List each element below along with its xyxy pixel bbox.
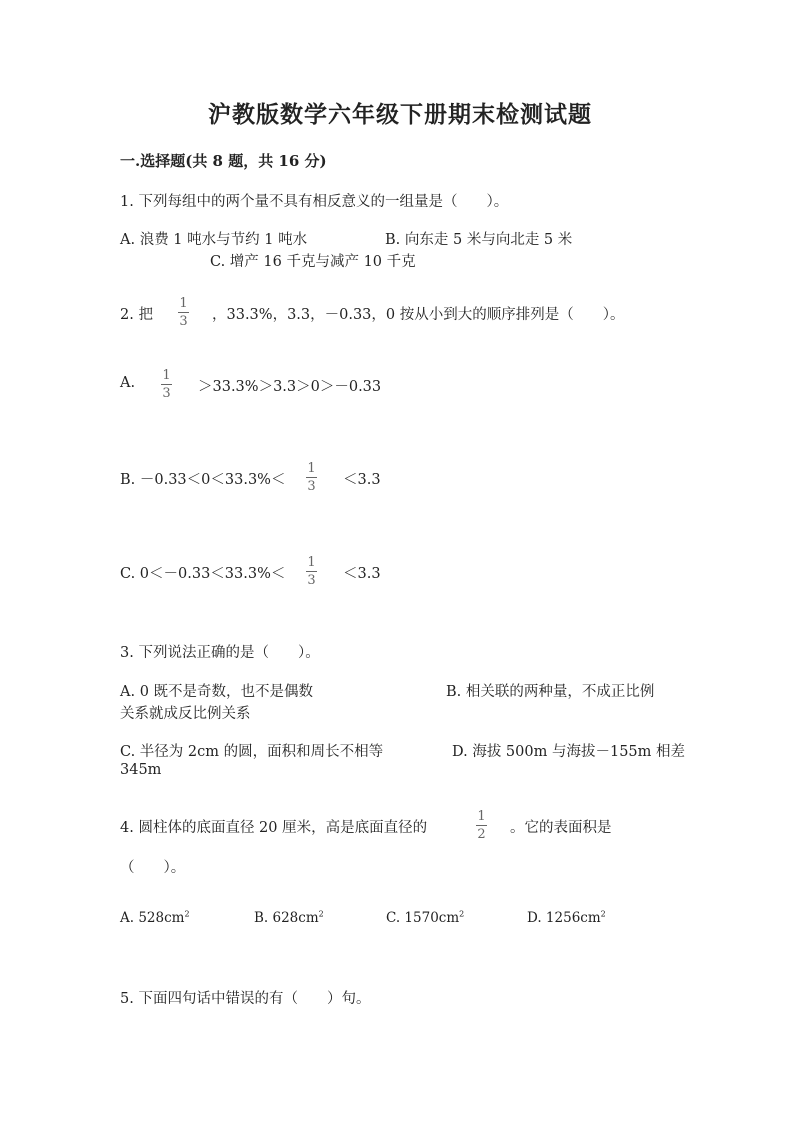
fraction-numerator: 1 [307, 555, 316, 570]
question-5-stem: 5. 下面四句话中错误的有（ ）句。 [120, 991, 371, 1007]
question-3-option-d-continued: 345m [120, 762, 162, 778]
question-4-stem-end: 。它的表面积是 [510, 820, 612, 836]
fraction-denominator: 3 [307, 573, 316, 588]
question-4-option-b [254, 910, 324, 926]
option-text: D. 1256cm [527, 910, 601, 926]
question-4-option-d [527, 910, 606, 926]
question-2-option-a-label: A. [120, 375, 136, 391]
question-2-option-c-fraction [306, 555, 317, 588]
superscript: 2 [600, 909, 606, 919]
question-1-option-b: B. 向东走 5 米与向北走 5 米 [385, 232, 573, 248]
fraction-bar [306, 477, 317, 478]
fraction-bar [476, 825, 487, 826]
question-3-option-c: C. 半径为 2cm 的圆，面积和周长不相等 [120, 744, 384, 760]
question-2-option-b-fraction [306, 461, 317, 494]
superscript: 2 [459, 909, 465, 919]
option-text: B. 628cm [254, 910, 319, 926]
question-2-option-a-fraction [161, 368, 172, 401]
question-3-option-a: A. 0 既不是奇数，也不是偶数 [120, 684, 314, 700]
question-3-option-b: B. 相关联的两种量，不成正比例 [446, 684, 655, 700]
question-2-stem-end: ，33.3%，3.3，－0.33，0 按从小到大的顺序排列是（ ）。 [212, 307, 625, 323]
question-1-option-a: A. 浪费 1 吨水与节约 1 吨水 [120, 232, 308, 248]
question-3-option-b-continued: 关系就成反比例关系 [120, 706, 251, 722]
page-title: 沪教版数学六年级下册期末检测试题 [208, 101, 592, 128]
question-3-option-d: D. 海拔 500m 与海拔－155m 相差 [452, 744, 686, 760]
fraction-denominator: 2 [477, 827, 486, 842]
question-2-option-b-end: ＜3.3 [343, 472, 381, 488]
fraction-denominator: 3 [179, 314, 188, 329]
option-text: A. 528cm [120, 910, 185, 926]
question-2-option-b-text: B. －0.33＜0＜33.3%＜ [120, 472, 286, 488]
question-4-fraction [476, 809, 487, 842]
option-text: C. 1570cm [386, 910, 460, 926]
superscript: 2 [318, 909, 324, 919]
fraction-bar [161, 384, 172, 385]
superscript: 2 [184, 909, 190, 919]
fraction-numerator: 1 [307, 461, 316, 476]
question-2-option-c-text: C. 0＜－0.33＜33.3%＜ [120, 566, 286, 582]
question-4-option-a [120, 910, 190, 926]
section-heading: 一.选择题(共 8 题，共 16 分) [120, 152, 327, 170]
question-4-option-c [386, 910, 464, 926]
fraction-bar [306, 571, 317, 572]
fraction-denominator: 3 [307, 479, 316, 494]
question-2-fraction [178, 296, 189, 329]
question-1-option-c: C. 增产 16 千克与减产 10 千克 [210, 254, 416, 270]
question-2-option-c-end: ＜3.3 [343, 566, 381, 582]
fraction-numerator: 1 [477, 809, 486, 824]
question-4-stem-start: 4. 圆柱体的底面直径 20 厘米，高是底面直径的 [120, 820, 428, 836]
fraction-numerator: 1 [162, 368, 171, 383]
question-1-stem: 1. 下列每组中的两个量不具有相反意义的一组量是（ ）。 [120, 194, 509, 210]
question-2-option-a-text: ＞33.3%＞3.3＞0＞－0.33 [198, 379, 382, 395]
question-2-stem-start: 2. 把 [120, 307, 153, 323]
fraction-bar [178, 312, 189, 313]
question-4-blank: （ ）。 [120, 860, 186, 876]
fraction-denominator: 3 [162, 386, 171, 401]
fraction-numerator: 1 [179, 296, 188, 311]
question-3-stem: 3. 下列说法正确的是（ ）。 [120, 645, 320, 661]
